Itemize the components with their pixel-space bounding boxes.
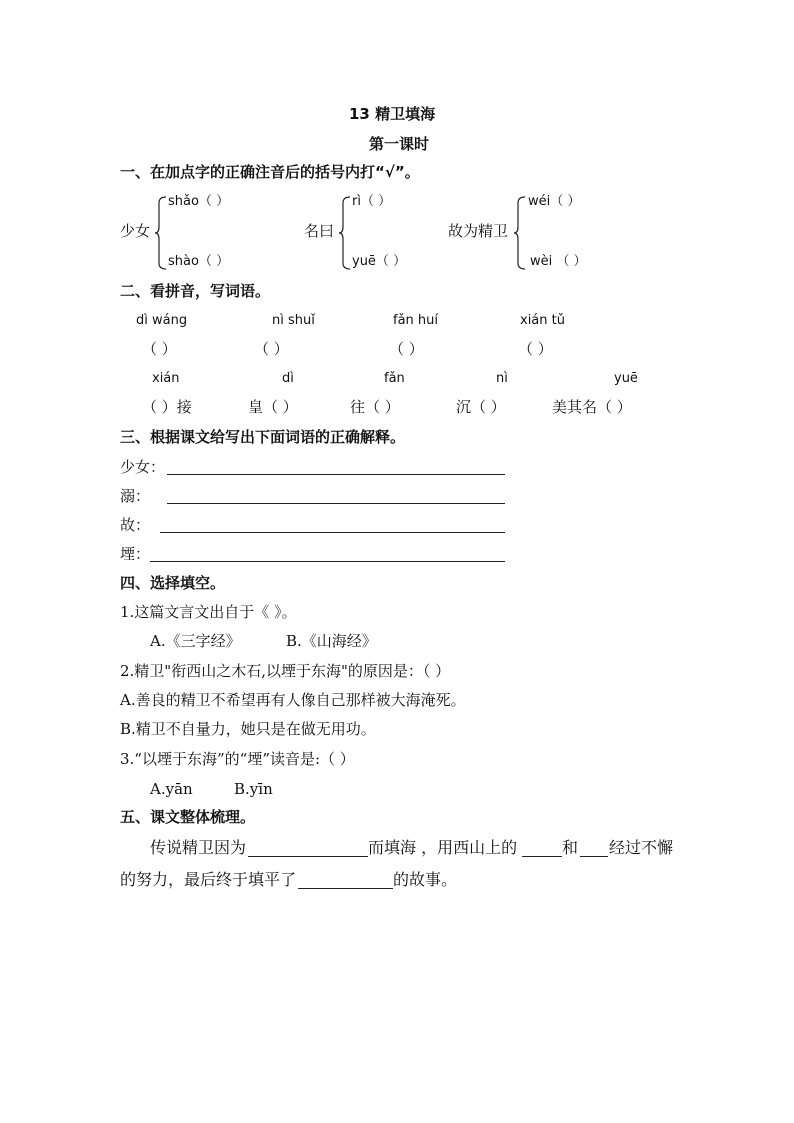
s2-pinyin-5: xián [152,371,180,386]
s5-blank-2[interactable] [522,856,562,857]
s5-text-3: 和 [562,838,579,857]
s2-pinyin-8: nì [496,371,508,386]
s1-word-1: 少女 [120,222,151,240]
s3-answer-line-3[interactable] [160,532,505,533]
s2-item-1[interactable]: （ ）接 [142,398,192,416]
s1-g2-option-b[interactable]: yuē（ ） [352,254,407,269]
s2-pinyin-1: dì wáng [136,313,188,328]
s1-g3-option-b[interactable]: wèi （ ） [530,254,587,269]
s2-pinyin-3: fǎn huí [393,313,439,328]
s4-q1-option-a[interactable]: A.《三字经》 [150,632,241,650]
s4-q1-option-b[interactable]: B.《山海经》 [286,632,377,650]
s5-text-2: 而填海 ，用西山上的 [368,838,518,857]
s2-item-2[interactable]: 皇（ ） [248,398,298,416]
s3-answer-line-4[interactable] [150,561,505,562]
brace-icon [338,195,352,271]
s2-blank-1[interactable]: （ ） [142,340,177,358]
s2-item-4[interactable]: 沉（ ） [456,398,506,416]
s2-blank-4[interactable]: （ ） [518,340,553,358]
s2-item-3[interactable]: 往（ ） [350,398,400,416]
s4-q2-option-b[interactable]: B.精卫不自量力，她只是在做无用功。 [120,720,376,738]
s5-blank-4[interactable] [298,888,393,889]
brace-icon [154,195,168,271]
s2-pinyin-2: nì shuǐ [272,313,315,328]
s4-question-1: 1.这篇文言文出自于《 》。 [120,603,297,621]
page-subtitle: 第一课时 [369,135,430,153]
s3-label-3: 故： [120,516,151,534]
s5-blank-1[interactable] [248,856,368,857]
s2-blank-2[interactable]: （ ） [254,340,289,358]
s5-blank-3[interactable] [580,856,608,857]
s4-q3-option-a[interactable]: A.yān [150,780,193,798]
s3-label-1: 少女： [120,458,166,476]
s2-item-5[interactable]: 美其名（ ） [552,398,632,416]
s2-pinyin-6: dì [282,371,294,386]
section-5-heading: 五、课文整体梳理。 [120,808,256,826]
s1-word-2: 名曰 [304,222,335,240]
s5-text-4: 经过不懈 [609,838,674,857]
s5-text-1: 传说精卫因为 [150,838,247,857]
s2-blank-3[interactable]: （ ） [389,340,424,358]
s4-q3-option-b[interactable]: B.yīn [234,780,273,798]
section-3-heading: 三、根据课文给写出下面词语的正确解释。 [120,428,406,446]
s4-question-3: 3.“以堙于东海”的“堙”读音是:（ ） [120,750,355,768]
s5-text-6: 的故事。 [393,870,458,889]
s1-g3-option-a[interactable]: wéi（ ） [528,194,581,209]
s3-answer-line-1[interactable] [167,474,505,475]
s5-text-5: 的努力，最后终于填平了 [120,870,297,889]
s2-pinyin-4: xián tǔ [520,313,565,328]
s3-label-2: 溺： [120,487,151,505]
s2-pinyin-9: yuē [614,371,638,386]
brace-icon [513,195,527,271]
section-1-heading: 一、在加点字的正确注音后的括号内打“√”。 [120,163,420,181]
section-4-heading: 四、选择填空。 [120,574,226,592]
s2-pinyin-7: fǎn [384,371,405,386]
s1-g1-option-a[interactable]: shǎo（ ） [168,194,230,209]
s1-g2-option-a[interactable]: rì（ ） [352,194,392,209]
s4-q2-option-a[interactable]: A.善良的精卫不希望再有人像自己那样被大海淹死。 [120,691,466,709]
s3-answer-line-2[interactable] [167,503,505,504]
s1-word-3: 故为精卫 [448,222,509,240]
section-2-heading: 二、看拼音，写词语。 [120,282,271,300]
s1-g1-option-b[interactable]: shào（ ） [168,254,230,269]
s3-label-4: 堙： [120,545,151,563]
page-title: 13 精卫填海 [349,105,436,123]
s4-question-2: 2.精卫"衔西山之木石,以堙于东海"的原因是：（ ） [120,662,451,680]
